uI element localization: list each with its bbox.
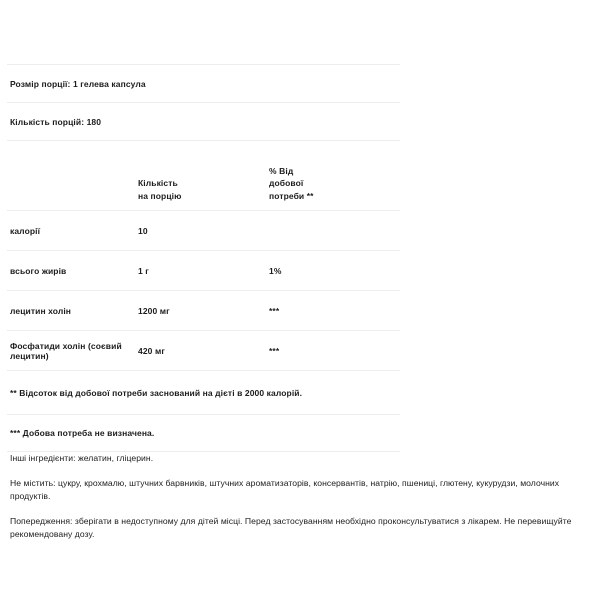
servings-per-container-row (7, 103, 400, 141)
column-header-dv-line2: добової (269, 178, 304, 188)
column-header-daily-value (269, 141, 400, 211)
nutrient-name: лецитин холін (7, 291, 138, 331)
column-header-amount-per-serving (138, 141, 269, 211)
nutrient-daily-value: *** (269, 331, 400, 371)
column-header-name (7, 141, 138, 211)
nutrient-name: калорії (7, 211, 138, 251)
serving-size-text: Розмір порції: 1 гелева капсула (7, 65, 400, 103)
table-row (7, 291, 400, 331)
column-header-amount-line1: Кількість (138, 178, 178, 188)
table-header-row (7, 141, 400, 211)
nutrient-amount: 1 г (138, 251, 269, 291)
footnote-daily-value-text: ** Відсоток від добової потреби заснований на дієті в 2000 калорій. (7, 371, 400, 415)
column-header-dv-line3: потреби ** (269, 190, 314, 201)
other-ingredients-text: Інші інгредієнти: желатин, гліцерин. (10, 453, 154, 463)
footnote-not-established-text: *** Добова потреба не визначена. (7, 415, 400, 452)
nutrient-daily-value: 1% (269, 251, 400, 291)
nutrient-amount: 10 (138, 211, 269, 251)
nutrient-name: всього жирів (7, 251, 138, 291)
nutrient-daily-value: *** (269, 291, 400, 331)
footnote-not-established-row (7, 415, 400, 452)
table-row (7, 211, 400, 251)
nutrient-daily-value (269, 211, 400, 251)
table-row (7, 331, 400, 371)
warning-text: Попередження: зберігати в недоступному для дітей місці. Перед застосуванням необхідно проконсультуватися з лікарем. Не перевищуйте рекомендовану дозу. (10, 515, 572, 539)
free-from-text: Не містить: цукру, крохмалю, штучних барвників, штучних ароматизаторів, консервантів, натрію, пшениці, глютену, кукурудзи, молочних продуктів. (10, 478, 560, 502)
column-header-dv-line1: % Від (269, 165, 294, 176)
nutrient-amount: 1200 мг (138, 291, 269, 331)
footnote-daily-value-row (7, 371, 400, 415)
supplement-facts-table (7, 64, 400, 452)
column-header-amount-line2: на порцію (138, 190, 182, 201)
serving-size-row (7, 65, 400, 103)
nutrient-name: Фосфатиди холін (соєвий лецитин) (7, 331, 138, 371)
nutrient-amount: 420 мг (138, 331, 269, 371)
servings-per-container-text: Кількість порцій: 180 (7, 103, 400, 141)
table-row (7, 251, 400, 291)
bottom-text-block (10, 452, 593, 541)
